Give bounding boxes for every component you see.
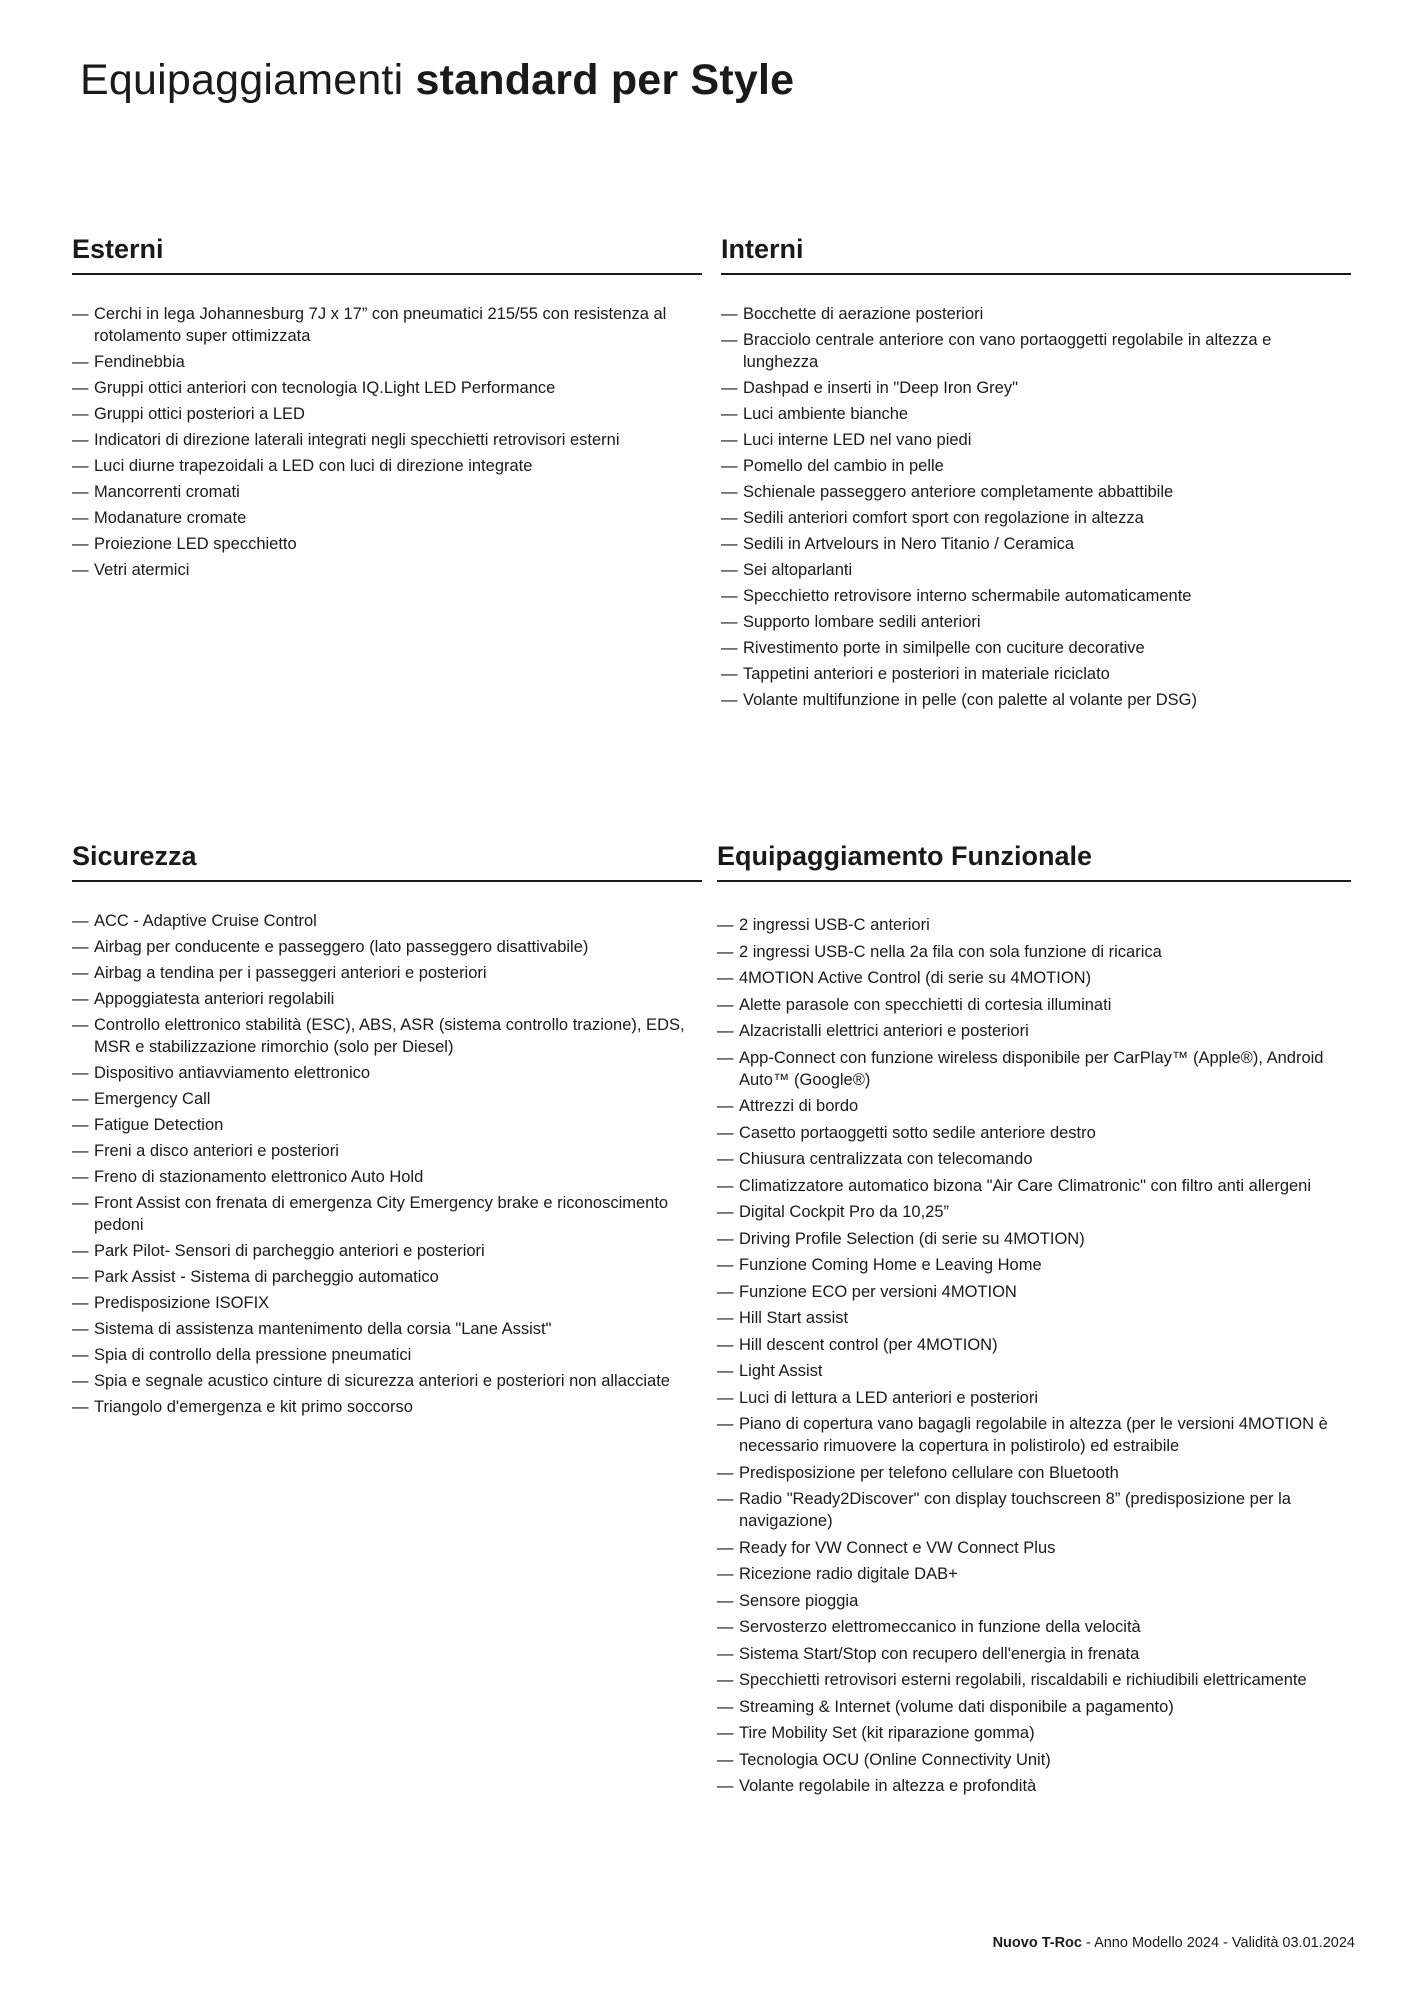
feature-item: — Alzacristalli elettrici anteriori e posteriori xyxy=(717,1020,1351,1042)
feature-item: — Gruppi ottici posteriori a LED xyxy=(72,403,702,425)
feature-item: — Servosterzo elettromeccanico in funzione della velocità xyxy=(717,1616,1351,1638)
feature-item: — Emergency Call xyxy=(72,1088,702,1110)
section-equipaggiamento-funzionale xyxy=(717,841,1351,1802)
feature-item: — Tappetini anteriori e posteriori in materiale riciclato xyxy=(721,663,1351,685)
feature-item: — Rivestimento porte in similpelle con cuciture decorative xyxy=(721,637,1351,659)
page-title xyxy=(80,56,794,105)
feature-item: — Climatizzatore automatico bizona "Air Care Climatronic" con filtro anti allergeni xyxy=(717,1175,1351,1197)
feature-item: — Casetto portaoggetti sotto sedile anteriore destro xyxy=(717,1122,1351,1144)
feature-item: — Controllo elettronico stabilità (ESC), ABS, ASR (sistema controllo trazione), EDS, MSR e stabilizzazione rimorchio (solo per Diesel) xyxy=(72,1014,702,1058)
feature-item: — Dispositivo antiavviamento elettronico xyxy=(72,1062,702,1084)
page-title-bold: standard per Style xyxy=(415,56,795,104)
feature-item: — App-Connect con funzione wireless disponibile per CarPlay™ (Apple®), Android Auto™ (Google®) xyxy=(717,1047,1351,1091)
feature-item: — Hill Start assist xyxy=(717,1307,1351,1329)
feature-item: — Streaming & Internet (volume dati disponibile a pagamento) xyxy=(717,1696,1351,1718)
feature-item: — Front Assist con frenata di emergenza City Emergency brake e riconoscimento pedoni xyxy=(72,1192,702,1236)
feature-item: — Supporto lombare sedili anteriori xyxy=(721,611,1351,633)
feature-item: — Bracciolo centrale anteriore con vano portaoggetti regolabile in altezza e lunghezza xyxy=(721,329,1351,373)
feature-item: — 4MOTION Active Control (di serie su 4MOTION) xyxy=(717,967,1351,989)
feature-list xyxy=(721,303,1351,711)
feature-item: — Specchietto retrovisore interno schermabile automaticamente xyxy=(721,585,1351,607)
feature-item: — Schienale passeggero anteriore completamente abbattibile xyxy=(721,481,1351,503)
feature-item: — Funzione ECO per versioni 4MOTION xyxy=(717,1281,1351,1303)
section-interni xyxy=(721,234,1351,715)
page-title-regular: Equipaggiamenti xyxy=(80,56,404,104)
feature-item: — Dashpad e inserti in "Deep Iron Grey" xyxy=(721,377,1351,399)
feature-item: — Gruppi ottici anteriori con tecnologia IQ.Light LED Performance xyxy=(72,377,702,399)
feature-item: — Ricezione radio digitale DAB+ xyxy=(717,1563,1351,1585)
feature-item: — Freni a disco anteriori e posteriori xyxy=(72,1140,702,1162)
feature-item: — Light Assist xyxy=(717,1360,1351,1382)
section-esterni xyxy=(72,234,702,585)
feature-item: — Digital Cockpit Pro da 10,25” xyxy=(717,1201,1351,1223)
feature-item: — Freno di stazionamento elettronico Auto Hold xyxy=(72,1166,702,1188)
feature-item: — Airbag per conducente e passeggero (lato passeggero disattivabile) xyxy=(72,936,702,958)
feature-item: — Fendinebbia xyxy=(72,351,702,373)
feature-item: — Pomello del cambio in pelle xyxy=(721,455,1351,477)
feature-item: — 2 ingressi USB-C anteriori xyxy=(717,914,1351,936)
feature-item: — Driving Profile Selection (di serie su 4MOTION) xyxy=(717,1228,1351,1250)
feature-item: — Specchietti retrovisori esterni regolabili, riscaldabili e richiudibili elettricamente xyxy=(717,1669,1351,1691)
feature-item: — Luci ambiente bianche xyxy=(721,403,1351,425)
feature-item: — Luci di lettura a LED anteriori e posteriori xyxy=(717,1387,1351,1409)
feature-item: — Indicatori di direzione laterali integrati negli specchietti retrovisori esterni xyxy=(72,429,702,451)
feature-item: — Cerchi in lega Johannesburg 7J x 17” con pneumatici 215/55 con resistenza al rotolamento super ottimizzata xyxy=(72,303,702,347)
feature-item: — Attrezzi di bordo xyxy=(717,1095,1351,1117)
feature-item: — Vetri atermici xyxy=(72,559,702,581)
feature-list xyxy=(717,914,1351,1797)
feature-item: — Funzione Coming Home e Leaving Home xyxy=(717,1254,1351,1276)
feature-item: — 2 ingressi USB-C nella 2a fila con sola funzione di ricarica xyxy=(717,941,1351,963)
footer xyxy=(993,1935,1355,1951)
feature-item: — Mancorrenti cromati xyxy=(72,481,702,503)
feature-item: — Park Assist - Sistema di parcheggio automatico xyxy=(72,1266,702,1288)
section-heading: Equipaggiamento Funzionale xyxy=(717,841,1351,882)
feature-item: — Sei altoparlanti xyxy=(721,559,1351,581)
feature-item: — Sensore pioggia xyxy=(717,1590,1351,1612)
feature-item: — Sistema di assistenza mantenimento della corsia "Lane Assist" xyxy=(72,1318,702,1340)
feature-item: — Airbag a tendina per i passeggeri anteriori e posteriori xyxy=(72,962,702,984)
feature-item: — Chiusura centralizzata con telecomando xyxy=(717,1148,1351,1170)
feature-item: — Predisposizione per telefono cellulare con Bluetooth xyxy=(717,1462,1351,1484)
feature-item: — Piano di copertura vano bagagli regolabile in altezza (per le versioni 4MOTION è necessario rimuovere la copertura in polistirolo) ed estraibile xyxy=(717,1413,1351,1457)
feature-item: — Ready for VW Connect e VW Connect Plus xyxy=(717,1537,1351,1559)
feature-item: — Fatigue Detection xyxy=(72,1114,702,1136)
section-heading: Sicurezza xyxy=(72,841,702,882)
feature-item: — Radio "Ready2Discover" con display touchscreen 8” (predisposizione per la navigazione) xyxy=(717,1488,1351,1532)
feature-list xyxy=(72,303,702,581)
section-sicurezza xyxy=(72,841,702,1422)
feature-item: — ACC - Adaptive Cruise Control xyxy=(72,910,702,932)
feature-item: — Triangolo d'emergenza e kit primo soccorso xyxy=(72,1396,702,1418)
section-heading: Esterni xyxy=(72,234,702,275)
footer-model: Nuovo T-Roc xyxy=(992,1935,1082,1951)
feature-item: — Tecnologia OCU (Online Connectivity Unit) xyxy=(717,1749,1351,1771)
feature-item: — Sistema Start/Stop con recupero dell'energia in frenata xyxy=(717,1643,1351,1665)
feature-item: — Park Pilot- Sensori di parcheggio anteriori e posteriori xyxy=(72,1240,702,1262)
feature-item: — Volante regolabile in altezza e profondità xyxy=(717,1775,1351,1797)
feature-item: — Luci diurne trapezoidali a LED con luci di direzione integrate xyxy=(72,455,702,477)
feature-item: — Alette parasole con specchietti di cortesia illuminati xyxy=(717,994,1351,1016)
feature-item: — Luci interne LED nel vano piedi xyxy=(721,429,1351,451)
feature-list xyxy=(72,910,702,1418)
section-heading: Interni xyxy=(721,234,1351,275)
footer-validity: - Anno Modello 2024 - Validità 03.01.2024 xyxy=(1081,1935,1355,1951)
feature-item: — Predisposizione ISOFIX xyxy=(72,1292,702,1314)
feature-item: — Modanature cromate xyxy=(72,507,702,529)
feature-item: — Sedili anteriori comfort sport con regolazione in altezza xyxy=(721,507,1351,529)
feature-item: — Bocchette di aerazione posteriori xyxy=(721,303,1351,325)
feature-item: — Hill descent control (per 4MOTION) xyxy=(717,1334,1351,1356)
feature-item: — Spia di controllo della pressione pneumatici xyxy=(72,1344,702,1366)
feature-item: — Sedili in Artvelours in Nero Titanio / Ceramica xyxy=(721,533,1351,555)
feature-item: — Tire Mobility Set (kit riparazione gomma) xyxy=(717,1722,1351,1744)
feature-item: — Spia e segnale acustico cinture di sicurezza anteriori e posteriori non allacciate xyxy=(72,1370,702,1392)
feature-item: — Volante multifunzione in pelle (con palette al volante per DSG) xyxy=(721,689,1351,711)
feature-item: — Appoggiatesta anteriori regolabili xyxy=(72,988,702,1010)
feature-item: — Proiezione LED specchietto xyxy=(72,533,702,555)
